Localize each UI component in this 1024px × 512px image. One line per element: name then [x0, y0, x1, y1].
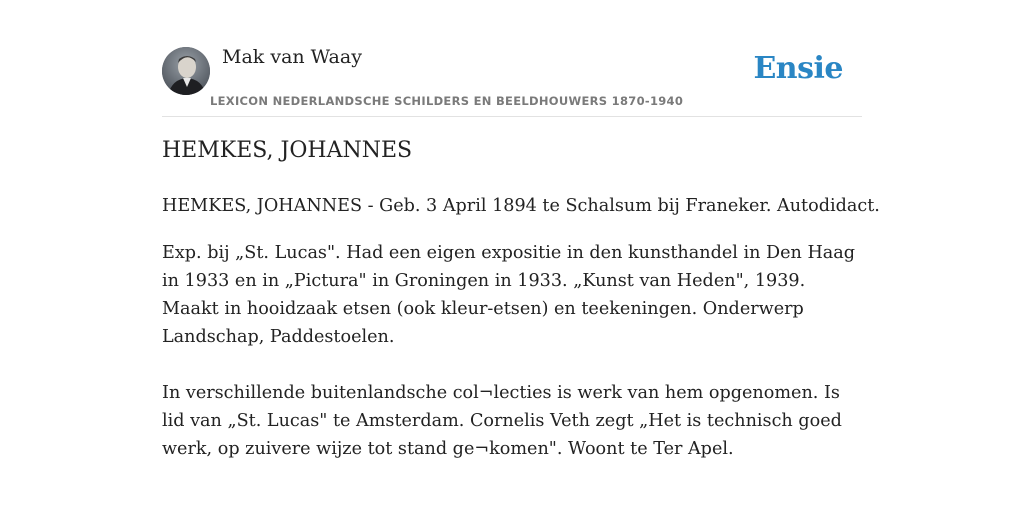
author-name[interactable]: Mak van Waay [222, 46, 362, 68]
paragraph-exhibitions: Exp. bij „St. Lucas". Had een eigen expositie in den kunsthandel in Den Haag in 1933 en in „Pictura" in Groningen in 1933. „Kunst van Heden", 1939. Maakt in hooidzaak etsen (ook kleur-etsen) en teekeningen. Onderwerp Landschap, Paddestoelen. [162, 243, 856, 347]
avatar[interactable] [162, 47, 210, 95]
header [162, 46, 862, 117]
page-title: HEMKES, JOHANNES [162, 138, 413, 163]
brand-logo[interactable]: Ensie [753, 51, 843, 86]
source-title[interactable]: LEXICON NEDERLANDSCHE SCHILDERS EN BEELDHOUWERS 1870-1940 [210, 94, 684, 108]
portrait-photo-icon [162, 47, 210, 95]
paragraph-intro: HEMKES, JOHANNES - Geb. 3 April 1894 te Schalsum bij Franeker. Autodidact. [162, 196, 880, 216]
paragraph-collections: In verschillende buitenlandsche col¬lecties is werk van hem opgenomen. Is lid van „St. Lucas" te Amsterdam. Cornelis Veth zegt „Het is technisch goed werk, op zuivere wijze tot stand ge¬komen". Woont te Ter Apel. [162, 383, 842, 459]
